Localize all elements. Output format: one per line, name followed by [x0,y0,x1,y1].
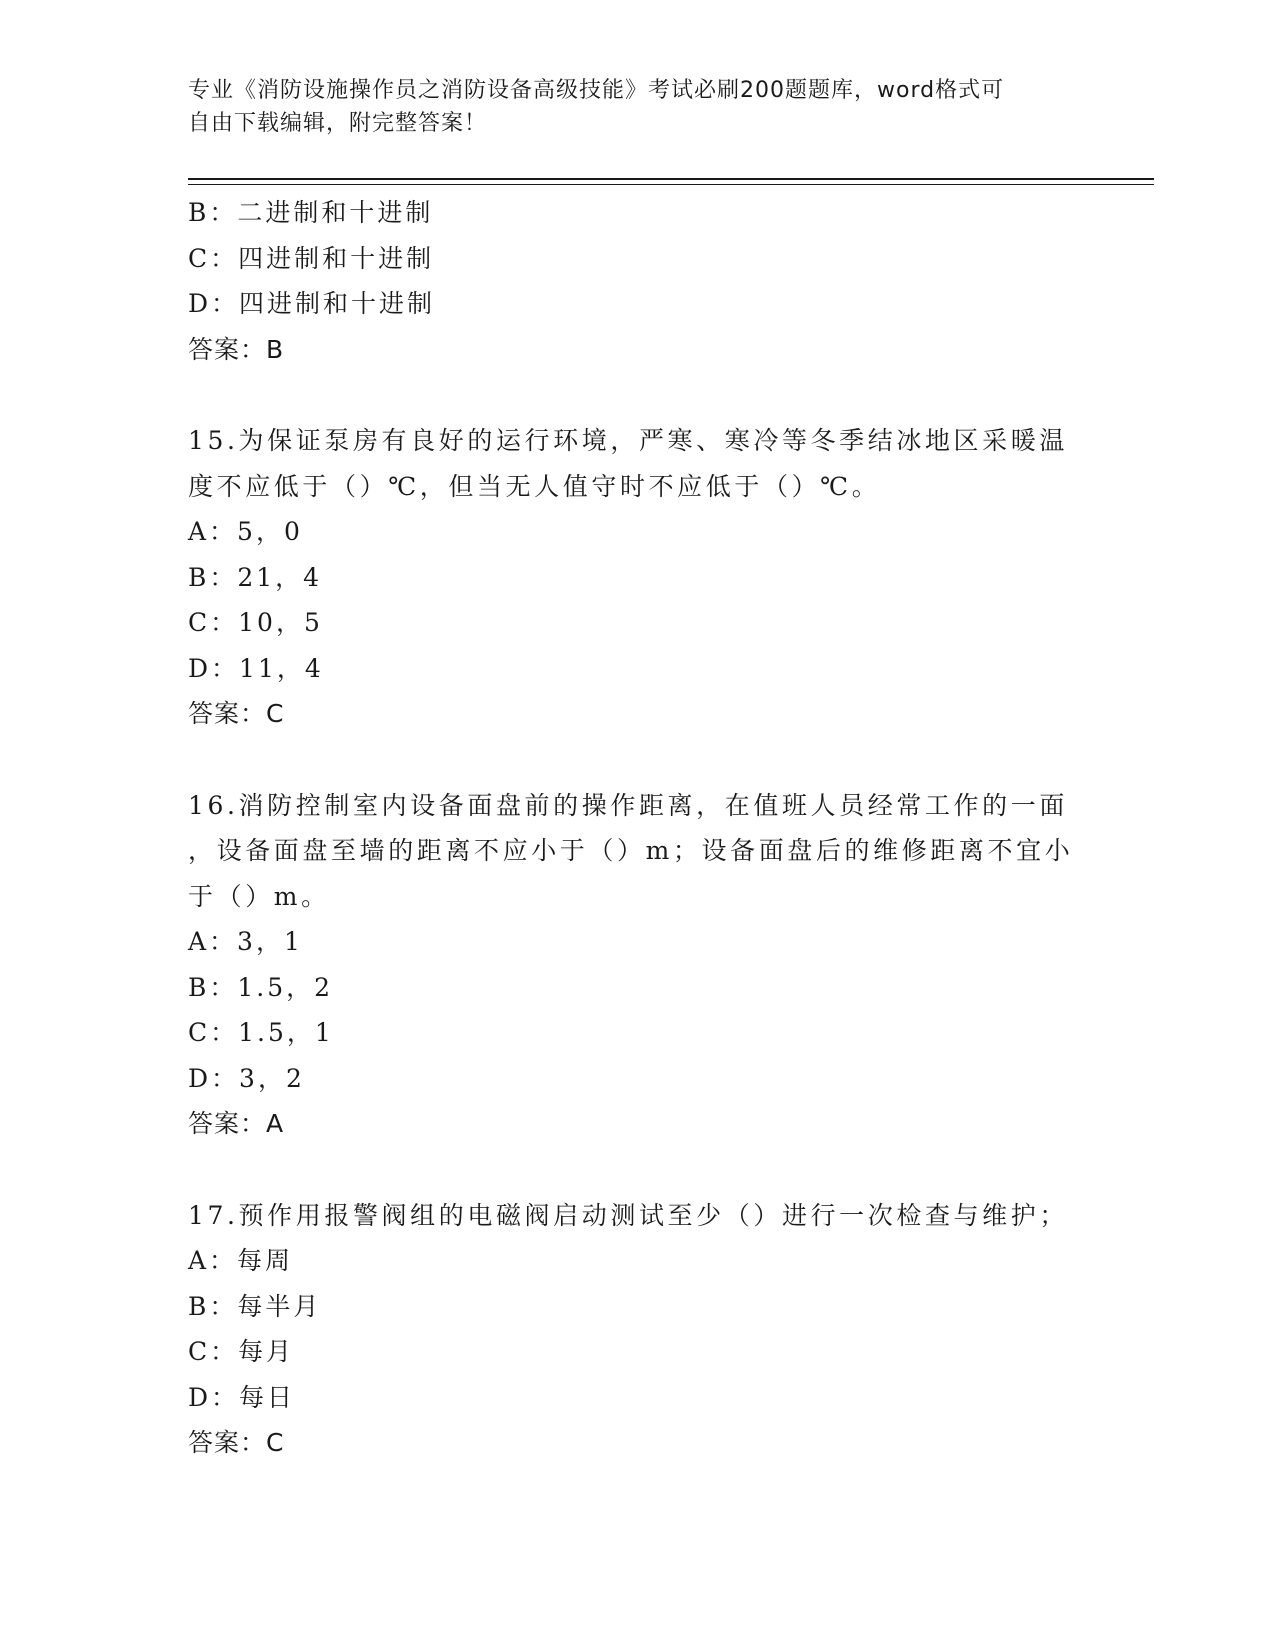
question-stem-line: 度不应低于（）℃，但当无人值守时不应低于（）℃。 [188,471,881,501]
option-d: D：每日 [188,1382,296,1412]
option-a: A：5，0 [188,517,303,546]
question-stem-line: 15.为保证泵房有良好的运行环境，严寒、寒冷等冬季结冰地区采暖温 [188,426,1068,455]
header-rule-thick [188,178,1154,180]
answer-line: 答案：B [188,334,285,364]
option-d: D：四进制和十进制 [188,289,436,318]
option-c: C：每月 [188,1337,295,1366]
option-c: C：四进制和十进制 [188,243,435,273]
option-b: B：二进制和十进制 [188,198,434,227]
question-block-prev [188,190,1088,372]
question-stem-line: 16.消防控制室内设备面盘前的操作距离，在值班人员经常工作的一面 [188,790,1068,820]
answer-line: 答案：C [188,1428,285,1457]
question-stem-line: ，设备面盘至墙的距离不应小于（）m；设备面盘后的维修距离不宜小 [188,836,1074,865]
question-stem-line: 于（）m。 [188,881,330,911]
question-stem-line: 17.预作用报警阀组的电磁阀启动测试至少（）进行一次检查与维护； [188,1200,1068,1230]
option-b: B：1.5，2 [188,972,334,1002]
question-block-17 [188,1193,1088,1466]
header-rule-thin [188,184,1154,185]
option-c: C：10，5 [188,608,323,637]
option-d: D：3，2 [188,1063,305,1093]
option-a: A：3，1 [188,927,303,956]
answer-line: 答案：A [188,1109,285,1138]
header-line-2: 自由下载编辑，附完整答案！ [188,111,488,136]
question-list [188,190,1088,1466]
option-d: D：11，4 [188,653,324,683]
option-c: C：1.5，1 [188,1018,334,1047]
option-a: A：每周 [188,1246,294,1275]
question-block-15 [188,418,1088,737]
document-header [188,74,1068,140]
option-b: B：21，4 [188,562,323,592]
header-line-1: 专业《消防设施操作员之消防设备高级技能》考试必刷200题题库，word格式可 [188,78,1005,103]
question-block-16 [188,783,1088,1147]
answer-line: 答案：C [188,699,285,728]
option-b: B：每半月 [188,1291,322,1321]
